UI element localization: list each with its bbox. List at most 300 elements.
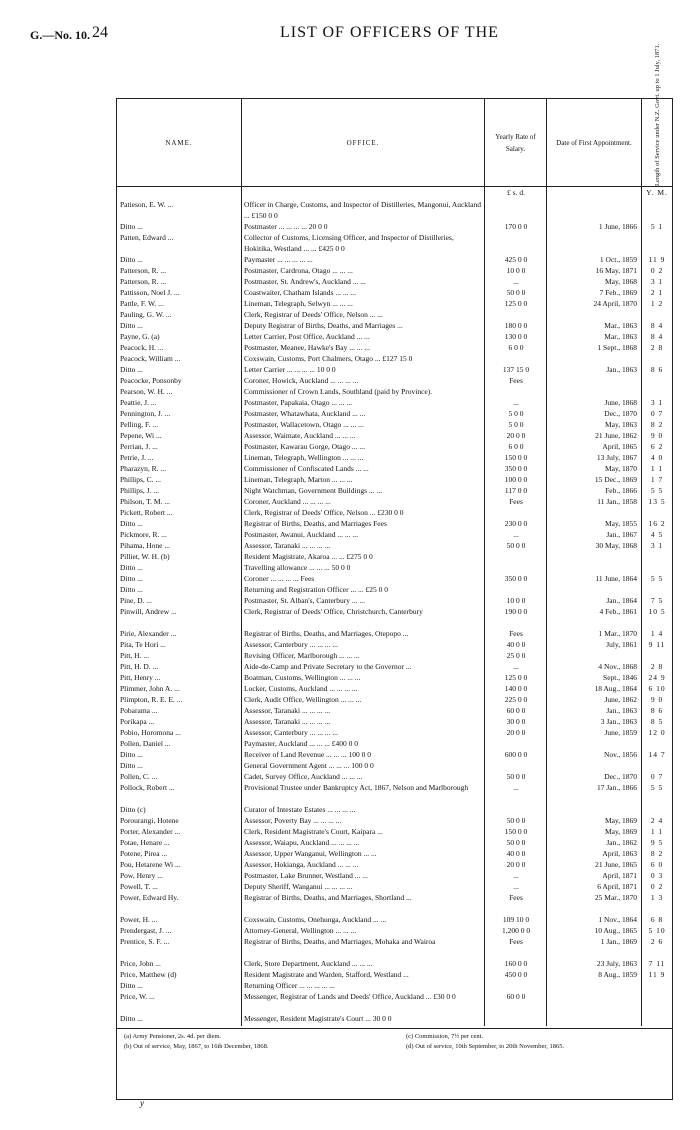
officer-appointment-date: June, 1859 xyxy=(604,728,637,737)
officer-name: Pollock, Robert ... xyxy=(120,783,175,792)
officer-service-length: 4 0 xyxy=(650,453,664,462)
officer-appointment-date: Jan., 1864 xyxy=(606,596,637,605)
officer-name: Pearson, W. H. ... xyxy=(120,387,173,396)
officer-office: Assessor, Upper Wanganui, Wellington ... ... xyxy=(244,849,377,858)
table-row xyxy=(117,749,672,760)
salary-units: £ s. d. xyxy=(507,188,525,197)
officer-office: Deputy Registrar of Births, Deaths, and Marriages ... xyxy=(244,321,403,330)
officer-name: Ditto ... xyxy=(120,585,143,594)
officer-name: Pickett, Robert ... xyxy=(120,508,173,517)
officer-name: Pollen, C. ... xyxy=(120,772,158,781)
officer-office: Postmaster, Whatawhata, Auckland ... ... xyxy=(244,409,366,418)
officer-office: Boatman, Customs, Wellington ... ... ... xyxy=(244,673,361,682)
page-number: 24 xyxy=(92,24,108,41)
officer-name: Ditto ... xyxy=(120,761,143,770)
officer-office: Letter Carrier ... ... ... ... 10 0 0 xyxy=(244,365,336,374)
officer-office: Resident Magistrate, Akaroa ... ... £275 0 0 xyxy=(244,552,373,561)
officer-name: Porourangi, Hotene xyxy=(120,816,179,825)
officer-service-length: 5 10 xyxy=(648,926,666,935)
officer-service-length: 2 8 xyxy=(650,662,664,671)
officer-service-length: 2 1 xyxy=(650,288,664,297)
officer-office: Aide-de-Camp and Private Secretary to the Governor ... xyxy=(244,662,412,671)
officer-appointment-date: April, 1863 xyxy=(602,849,637,858)
officer-salary: Fees xyxy=(509,937,523,946)
officer-appointment-date: 1 Sept., 1868 xyxy=(597,343,637,352)
officer-name: Pirie, Alexander ... xyxy=(120,629,177,638)
officer-appointment-date: 24 April, 1870 xyxy=(593,299,637,308)
officer-salary: 6 0 0 xyxy=(508,343,524,352)
table-row xyxy=(117,562,672,573)
officer-office: Coroner ... ... ... ... Fees xyxy=(244,574,315,583)
officer-service-length: 8 4 xyxy=(650,332,664,341)
officer-appointment-date: 6 April, 1871 xyxy=(597,882,637,891)
table-row xyxy=(117,375,672,386)
officer-name: Pharazyn, R. ... xyxy=(120,464,167,473)
officer-office: Postmaster, St. Alban's, Canterbury ... ... xyxy=(244,596,366,605)
officer-service-length: 0 2 xyxy=(650,882,664,891)
table-row xyxy=(117,782,672,804)
table-row xyxy=(117,727,672,738)
officer-office: Locker, Customs, Auckland ... ... ... ... xyxy=(244,684,358,693)
officer-name: Phillips, C. ... xyxy=(120,475,162,484)
officer-office: Provisional Trustee under Bankruptcy Act, 1867, Nelson and Marlborough xyxy=(244,783,469,792)
table-row xyxy=(117,694,672,705)
officer-office: Paymaster, Auckland ... ... ... £400 0 0 xyxy=(244,739,359,748)
table-row xyxy=(117,463,672,474)
officer-salary: 350 0 0 xyxy=(504,574,528,583)
table-row xyxy=(117,199,672,221)
officer-office: Clerk, Audit Office, Wellington ... ... ... xyxy=(244,695,362,704)
officer-office: Commissioner of Crown Lands, Southland (paid by Province). xyxy=(244,387,433,396)
officer-service-length: 8 6 xyxy=(650,365,664,374)
column-header-length xyxy=(641,43,673,186)
officer-service-length: 0 7 xyxy=(650,772,664,781)
officer-name: Pelling, F. ... xyxy=(120,420,158,429)
officer-appointment-date: 11 Jan., 1858 xyxy=(597,497,637,506)
table-row xyxy=(117,540,672,551)
footnotes xyxy=(116,1028,673,1057)
officer-office: Clerk, Resident Magistrate's Court, Kaipara ... xyxy=(244,827,383,836)
officer-salary: ... xyxy=(513,882,519,891)
officer-appointment-date: June, 1862 xyxy=(604,695,637,704)
officer-salary: 350 0 0 xyxy=(504,464,528,473)
officer-salary: Fees xyxy=(509,497,523,506)
officer-name: Patterson, R. ... xyxy=(120,277,167,286)
officer-office: Postmaster, Cardrona, Otago ... ... ... xyxy=(244,266,353,275)
officer-salary: 10 0 0 xyxy=(506,596,526,605)
officer-name: Plimpton, R. E. E. ... xyxy=(120,695,183,704)
officer-office: Coxswain, Customs, Port Chalmers, Otago ... £127 15 0 xyxy=(244,354,413,363)
officer-name: Pattle, F. W. ... xyxy=(120,299,164,308)
officer-service-length: 6 2 xyxy=(650,442,664,451)
officer-service-length: 10 5 xyxy=(648,607,666,616)
officer-name: Pitt, Henry ... xyxy=(120,673,161,682)
table-row xyxy=(117,760,672,771)
officer-name: Peacocke, Ponsonby xyxy=(120,376,182,385)
officer-name: Pennington, J. ... xyxy=(120,409,171,418)
officer-service-length: 1 2 xyxy=(650,299,664,308)
table-row xyxy=(117,804,672,815)
officer-service-length: 24 9 xyxy=(648,673,666,682)
officer-salary: 50 0 0 xyxy=(506,816,526,825)
officer-salary: 30 0 0 xyxy=(506,717,526,726)
officer-appointment-date: 21 June, 1865 xyxy=(595,860,637,869)
table-row xyxy=(117,1013,672,1024)
officer-salary: 60 0 0 xyxy=(506,706,526,715)
officer-salary: 100 0 0 xyxy=(504,475,528,484)
table-row xyxy=(117,826,672,837)
officer-name: Pita, Te Hori ... xyxy=(120,640,166,649)
officer-office: Assessor, Hokianga, Auckland ... ... ... xyxy=(244,860,359,869)
officer-name: Pattisson, Noel J. ... xyxy=(120,288,180,297)
officer-salary: 190 0 0 xyxy=(504,607,528,616)
officer-appointment-date: 8 Aug., 1859 xyxy=(598,970,637,979)
officer-appointment-date: 4 Nov., 1868 xyxy=(598,662,637,671)
officer-appointment-date: Dec., 1870 xyxy=(604,772,637,781)
officer-office: Coroner, Auckland ... ... ... ... xyxy=(244,497,331,506)
table-row xyxy=(117,353,672,364)
table-row xyxy=(117,716,672,727)
officer-office: Registrar of Births, Deaths, and Marriages, Mohaka and Wairoa xyxy=(244,937,436,946)
officer-name: Powell, T. ... xyxy=(120,882,158,891)
table-row xyxy=(117,771,672,782)
officer-name: Peattie, J. ... xyxy=(120,398,157,407)
officer-name: Philson, T. M. ... xyxy=(120,497,170,506)
officer-office: Assessor, Waiapu, Auckland ... ... ... ... xyxy=(244,838,360,847)
table-row xyxy=(117,518,672,529)
officer-office: Attorney-General, Wellington ... ... ... xyxy=(244,926,357,935)
officer-appointment-date: Sept., 1846 xyxy=(603,673,637,682)
officer-appointment-date: 7 Feb., 1869 xyxy=(599,288,637,297)
officer-name: Peacock, H. ... xyxy=(120,343,164,352)
officer-name: Pepene, Wi ... xyxy=(120,431,162,440)
officer-name: Pow, Henry ... xyxy=(120,871,163,880)
officer-appointment-date: May, 1855 xyxy=(604,519,637,528)
officer-name: Patieson, E. W. ... xyxy=(120,200,174,209)
table-row xyxy=(117,298,672,309)
officer-office: Letter Carrier, Post Office, Auckland ... ... xyxy=(244,332,370,341)
officer-name: Pihama, Hone ... xyxy=(120,541,170,550)
officer-service-length: 5 5 xyxy=(650,486,664,495)
officer-service-length: 1 7 xyxy=(650,475,664,484)
officer-appointment-date: Jan., 1863 xyxy=(606,706,637,715)
officer-office: Registrar of Births, Deaths, and Marriages Fees xyxy=(244,519,387,528)
officer-office: Cadet, Survey Office, Auckland ... ... ... xyxy=(244,772,363,781)
officer-appointment-date: May, 1870 xyxy=(604,464,637,473)
table-row xyxy=(117,881,672,892)
officer-salary: ... xyxy=(513,277,519,286)
officer-salary: 125 0 0 xyxy=(504,299,528,308)
table-row xyxy=(117,529,672,540)
officer-name: Petrie, J. ... xyxy=(120,453,154,462)
officer-appointment-date: 23 July, 1863 xyxy=(596,959,637,968)
officer-appointment-date: Jan., 1863 xyxy=(606,365,637,374)
officer-office: Lineman, Telegraph, Selwyn ... ... ... xyxy=(244,299,353,308)
officer-appointment-date: Nov., 1856 xyxy=(603,750,637,759)
officer-office: Lineman, Telegraph, Marton ... ... ... xyxy=(244,475,353,484)
officer-salary: 1,200 0 0 xyxy=(501,926,531,935)
officer-service-length: 8 4 xyxy=(650,321,664,330)
officer-office: Assessor, Canterbury ... ... ... ... xyxy=(244,640,338,649)
table-row xyxy=(117,342,672,353)
officer-salary: 425 0 0 xyxy=(504,255,528,264)
table-row xyxy=(117,628,672,639)
officer-office: Clerk, Registrar of Deeds' Office, Nelson ... ... xyxy=(244,310,383,319)
officer-name: Ditto ... xyxy=(120,750,143,759)
officer-office: Returning and Registration Officer ... ... £25 0 0 xyxy=(244,585,389,594)
officer-name: Pinwill, Andrew ... xyxy=(120,607,177,616)
table-row xyxy=(117,221,672,232)
officer-name: Pitt, H. ... xyxy=(120,651,149,660)
officer-office: Receiver of Land Revenue ... ... ... 100 0 0 xyxy=(244,750,372,759)
officer-service-length: 1 1 xyxy=(650,827,664,836)
officer-salary: 50 0 0 xyxy=(506,838,526,847)
officer-office: Postmaster, Wallacetown, Otago ... ... ... xyxy=(244,420,364,429)
officer-name: Ditto ... xyxy=(120,574,143,583)
officer-appointment-date: Mar., 1863 xyxy=(604,321,637,330)
officer-service-length: 8 5 xyxy=(650,717,664,726)
officer-office: Postmaster ... ... ... ... 20 0 0 xyxy=(244,222,328,231)
officer-office: Collector of Customs, Licensing Officer, and Inspector of Distilleries, Hokitika, Westland ... ... £425 0 0 xyxy=(244,233,454,253)
officer-salary: 140 0 0 xyxy=(504,684,528,693)
officer-office: General Government Agent ... ... ... 100 0 0 xyxy=(244,761,374,770)
officer-office: Postmaster, Meanee, Hawke's Bay ... ... ... xyxy=(244,343,370,352)
officer-name: Peacock, William ... xyxy=(120,354,181,363)
officer-service-length: 0 7 xyxy=(650,409,664,418)
officer-name: Pitt, H. D. ... xyxy=(120,662,159,671)
officer-name: Pobio, Horomona ... xyxy=(120,728,181,737)
officer-salary: 170 0 0 xyxy=(504,222,528,231)
table-header xyxy=(117,43,672,187)
officer-salary: ... xyxy=(513,871,519,880)
officer-service-length: 1 4 xyxy=(650,629,664,638)
officer-appointment-date: Mar., 1863 xyxy=(604,332,637,341)
officer-service-length: 11 9 xyxy=(648,255,666,264)
officer-name: Payne, G. (a) xyxy=(120,332,160,341)
officer-salary: 117 0 0 xyxy=(504,486,528,495)
officer-name: Pickmore, R. ... xyxy=(120,530,167,539)
officer-salary: Fees xyxy=(509,629,523,638)
officer-service-length: 2 6 xyxy=(650,937,664,946)
officer-service-length: 6 10 xyxy=(648,684,666,693)
officer-salary: 25 0 0 xyxy=(506,651,526,660)
officer-office: Deputy Sheriff, Wanganui ... ... ... ... xyxy=(244,882,353,891)
officer-service-length: 3 1 xyxy=(650,398,664,407)
officer-office: Assessor, Taranaki ... ... ... ... xyxy=(244,706,331,715)
officer-office: Messenger, Resident Magistrate's Court ... 30 0 0 xyxy=(244,1014,392,1023)
table-row xyxy=(117,595,672,606)
officer-appointment-date: 1 June, 1866 xyxy=(598,222,637,231)
table-row xyxy=(117,287,672,298)
table-row xyxy=(117,441,672,452)
officer-salary: 109 10 0 xyxy=(502,915,530,924)
officer-name: Ditto ... xyxy=(120,365,143,374)
officer-appointment-date: 1 Nov., 1864 xyxy=(598,915,637,924)
officer-service-length: 2 8 xyxy=(650,343,664,352)
officer-service-length: 5 5 xyxy=(650,783,664,792)
officer-service-length: 3 1 xyxy=(650,277,664,286)
officer-salary: 40 0 0 xyxy=(506,640,526,649)
officer-name: Power, H. ... xyxy=(120,915,158,924)
officer-office: Coroner, Howick, Auckland ... ... ... ... xyxy=(244,376,359,385)
officer-appointment-date: 13 July, 1867 xyxy=(596,453,637,462)
table-row xyxy=(117,408,672,419)
officer-salary: 150 0 0 xyxy=(504,827,528,836)
table-row xyxy=(117,331,672,342)
officer-office: Revising Officer, Marlborough ... ... ... xyxy=(244,651,360,660)
officer-salary: Fees xyxy=(509,376,523,385)
officer-office: Officer in Charge, Customs, and Inspector of Distilleries, Mangonui, Auckland ... £150 0 0 xyxy=(244,200,481,220)
officer-salary: 20 0 0 xyxy=(506,860,526,869)
page-title: LIST OF OFFICERS OF THE xyxy=(280,24,499,41)
officer-name: Patten, Edward ... xyxy=(120,233,174,242)
officer-office: Coxswain, Customs, Onehunga, Auckland ... ... xyxy=(244,915,387,924)
officer-office: Clerk, Store Department, Auckland ... ... ... xyxy=(244,959,373,968)
table-row xyxy=(117,232,672,254)
length-units: Y. M. xyxy=(646,188,668,197)
officer-appointment-date: May, 1868 xyxy=(604,277,637,286)
officer-appointment-date: Dec., 1870 xyxy=(604,409,637,418)
officer-salary: 180 0 0 xyxy=(504,321,528,330)
officer-office: Night Watchman, Government Buildings ... ... xyxy=(244,486,382,495)
officer-name: Potae, Henare ... xyxy=(120,838,170,847)
officer-office: Postmaster, Kawarau Gorge, Otago ... ... xyxy=(244,442,365,451)
column-header-office: OFFICE. xyxy=(241,99,484,186)
officer-appointment-date: 25 Mar., 1870 xyxy=(594,893,637,902)
officer-service-length: 14 7 xyxy=(648,750,666,759)
officer-office: Clerk, Registrar of Deeds' Office, Nelson ... £230 0 0 xyxy=(244,508,404,517)
table-row xyxy=(117,573,672,584)
officer-service-length: 3 1 xyxy=(650,541,664,550)
officer-service-length: 8 2 xyxy=(650,849,664,858)
table-row xyxy=(117,683,672,694)
officer-office: Postmaster, Awanui, Auckland ... ... ... xyxy=(244,530,359,539)
footnote-d: (d) Out of service, 10th September, to 20th November, 1865. xyxy=(406,1043,565,1050)
officer-appointment-date: 1 Jan., 1869 xyxy=(600,937,637,946)
officer-office: Postmaster, St. Andrew's, Auckland ... ... xyxy=(244,277,366,286)
officer-appointment-date: June, 1868 xyxy=(604,398,637,407)
table-row xyxy=(117,397,672,408)
officer-office: Paymaster ... ... ... ... ... xyxy=(244,255,313,264)
officer-salary: 225 0 0 xyxy=(504,695,528,704)
officer-name: Prendergast, J. ... xyxy=(120,926,172,935)
officer-service-length: 16 2 xyxy=(648,519,666,528)
officer-service-length: 7 5 xyxy=(650,596,664,605)
officer-name: Perrian, J. ... xyxy=(120,442,158,451)
officers-table xyxy=(116,43,673,1100)
officer-service-length: 11 9 xyxy=(648,970,666,979)
table-row xyxy=(117,507,672,518)
table-row xyxy=(117,936,672,958)
officer-name: Pauling, G. W. ... xyxy=(120,310,172,319)
officer-name: Ditto (c) xyxy=(120,805,146,814)
footnote-a: (a) Army Pensioner, 2s. 4d. per diem. xyxy=(124,1033,222,1040)
table-row xyxy=(117,815,672,826)
table-row xyxy=(117,738,672,749)
table-row xyxy=(117,848,672,859)
table-row xyxy=(117,837,672,848)
officer-name: Ditto ... xyxy=(120,255,143,264)
table-row xyxy=(117,892,672,914)
table-row xyxy=(117,430,672,441)
table-row xyxy=(117,452,672,463)
officer-office: Assessor, Taranaki ... ... ... ... xyxy=(244,717,331,726)
page-header xyxy=(0,24,700,46)
table-row xyxy=(117,639,672,650)
table-row xyxy=(117,320,672,331)
officer-appointment-date: May, 1869 xyxy=(604,827,637,836)
officer-office: Assessor, Taranaki ... ... ... ... xyxy=(244,541,331,550)
officer-office: Lineman, Telegraph, Wellington ... ... ... xyxy=(244,453,364,462)
officer-salary: 125 0 0 xyxy=(504,673,528,682)
officer-office: Postmaster, Papakaia, Otago ... ... ... xyxy=(244,398,353,407)
table-row xyxy=(117,606,672,628)
table-row xyxy=(117,914,672,925)
table-row xyxy=(117,958,672,969)
officer-office: Travelling allowance ... ... ... 50 0 0 xyxy=(244,563,351,572)
officer-service-length: 13 5 xyxy=(648,497,666,506)
officer-name: Phillips, J. ... xyxy=(120,486,159,495)
officer-name: Pine, D. ... xyxy=(120,596,152,605)
officer-salary: 150 0 0 xyxy=(504,453,528,462)
officer-appointment-date: Feb., 1866 xyxy=(605,486,637,495)
officer-salary: 40 0 0 xyxy=(506,849,526,858)
officer-office: Coastwaiter, Chatham Islands ... ... ... xyxy=(244,288,356,297)
table-row xyxy=(117,551,672,562)
officer-name: Ditto ... xyxy=(120,1014,143,1023)
table-row xyxy=(117,991,672,1013)
officer-salary: ... xyxy=(513,530,519,539)
officer-salary: 10 0 0 xyxy=(506,266,526,275)
officer-appointment-date: 16 May, 1871 xyxy=(595,266,637,275)
officer-salary: 230 0 0 xyxy=(504,519,528,528)
table-row xyxy=(117,969,672,980)
officer-salary: 20 0 0 xyxy=(506,728,526,737)
footnote-b: (b) Out of service, May, 1867, to 16th December, 1868. xyxy=(124,1043,269,1050)
table-row xyxy=(117,661,672,672)
officer-service-length: 1 1 xyxy=(650,464,664,473)
officer-office: Assessor, Waimate, Auckland ... ... ... xyxy=(244,431,356,440)
officer-name: Plimmer, John A. ... xyxy=(120,684,180,693)
units-row xyxy=(117,187,672,199)
officer-service-length: 5 5 xyxy=(650,574,664,583)
officer-appointment-date: 18 Aug., 1864 xyxy=(594,684,637,693)
officer-salary: 5 0 0 xyxy=(508,420,524,429)
officer-service-length: 4 5 xyxy=(650,530,664,539)
column-header-length-text: Length of Service under N.Z. Govt. up to 1 July, 1871. xyxy=(653,43,661,186)
officer-salary: ... xyxy=(513,662,519,671)
officer-office: Registrar of Births, Deaths, and Marriages, Otepopo ... xyxy=(244,629,409,638)
officer-salary: 450 0 0 xyxy=(504,970,528,979)
officer-salary: 600 0 0 xyxy=(504,750,528,759)
officer-appointment-date: 1 Mar., 1870 xyxy=(598,629,637,638)
officer-name: Ditto ... xyxy=(120,981,143,990)
officer-salary: 160 0 0 xyxy=(504,959,528,968)
officer-service-length: 2 4 xyxy=(650,816,664,825)
officer-name: Pilliet, W. H. (b) xyxy=(120,552,170,561)
table-row xyxy=(117,364,672,375)
officer-office: Clerk, Registrar of Deeds' Office, Christchurch, Canterbury xyxy=(244,607,423,616)
officer-salary: 50 0 0 xyxy=(506,772,526,781)
signature-mark: y xyxy=(140,1098,144,1108)
officer-office: Returning Officer ... ... ... ... ... xyxy=(244,981,335,990)
officer-office: Postmaster, Lake Brunner, Westland ... ... xyxy=(244,871,368,880)
officer-appointment-date: 10 Aug., 1865 xyxy=(594,926,637,935)
officer-office: Commissioner of Confiscated Lands ... ... xyxy=(244,464,369,473)
officer-appointment-date: May, 1869 xyxy=(604,816,637,825)
officer-salary: 130 0 0 xyxy=(504,332,528,341)
officer-name: Pou, Hetarene Wi ... xyxy=(120,860,181,869)
